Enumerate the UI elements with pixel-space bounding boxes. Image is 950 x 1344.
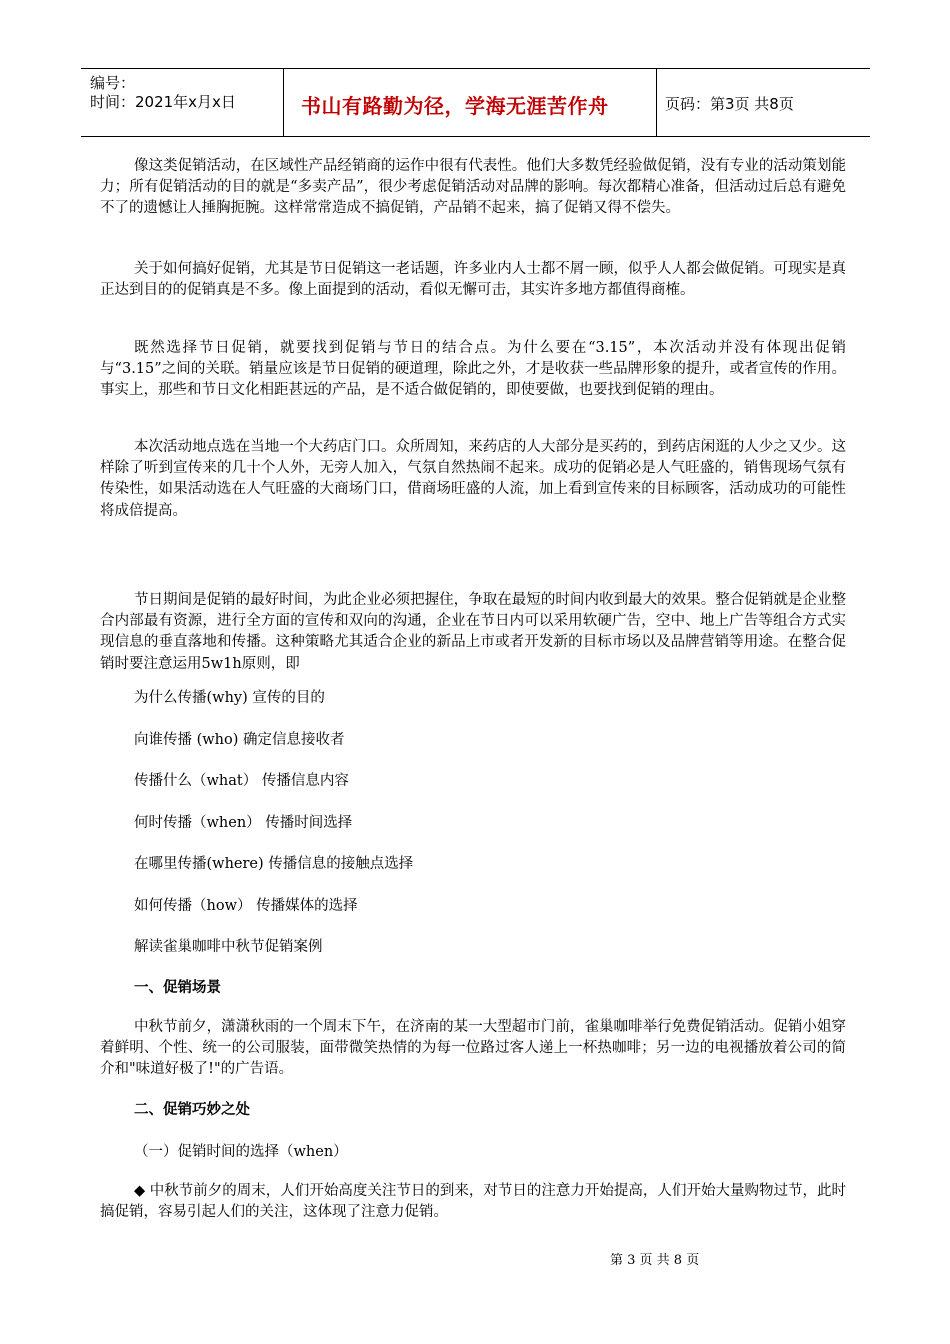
section-heading-2: 二、促销巧妙之处 — [134, 1102, 250, 1118]
document-number-label: 编号： — [90, 74, 136, 92]
principle-how: 如何传播（how） 传播媒体的选择 — [134, 898, 358, 914]
principle-when: 何时传播（when） 传播时间选择 — [134, 815, 353, 831]
page-footer: 第 3 页 共 8 页 — [610, 1253, 700, 1268]
document-time-label: 时间：2021年x月x日 — [90, 93, 236, 111]
principle-where: 在哪里传播(where) 传播信息的接触点选择 — [134, 856, 414, 872]
paragraph-3: 既然选择节日促销，就要找到促销与节日的结合点。为什么要在“3.15”，本次活动并没有体现出促销与“3.15”之间的关联。销量应该是节日促销的硬道理，除此之外，才是收获一些品牌形象的提升，或者宣传的作用。事实上，那些和节日文化相距甚远的产品，是不适合做促销的，即使要做，也要找到促销的理由。 — [100, 340, 846, 399]
section-heading-1: 一、促销场景 — [134, 980, 221, 996]
paragraph-6: 中秋节前夕，潇潇秋雨的一个周末下午，在济南的某一大型超市门前，雀巢咖啡举行免费促销活动。促销小姐穿着鲜明、个性、统一的公司服装，面带微笑热情的为每一位路过客人递上一杯热咖啡；另一边的电视播放着公司的简介和"味道好极了!"的广告语。 — [100, 1019, 846, 1078]
paragraph-1: 像这类促销活动，在区域性产品经销商的运作中很有代表性。他们大多数凭经验做促销，没有专业的活动策划能力；所有促销活动的目的就是“多卖产品”，很少考虑促销活动对品牌的影响。每次都精心准备，但活动过后总有避免不了的遗憾让人捶胸扼腕。这样常常造成不搞促销，产品销不起来，搞了促销又得不偿失。 — [100, 158, 846, 217]
header-motto-cell — [283, 69, 656, 136]
paragraph-7: ◆ 中秋节前夕的周末，人们开始高度关注节日的到来，对节日的注意力开始提高，人们开始大量购物过节，此时搞促销，容易引起人们的关注，这体现了注意力促销。 — [100, 1183, 846, 1221]
header-meta-cell — [81, 69, 284, 136]
case-title: 解读雀巢咖啡中秋节促销案例 — [134, 939, 323, 955]
principle-why: 为什么传播(why) 宣传的目的 — [134, 690, 325, 706]
principle-what: 传播什么（what） 传播信息内容 — [134, 773, 349, 789]
paragraph-4: 本次活动地点选在当地一个大药店门口。众所周知，来药店的人大部分是买药的，到药店闲逛的人少之又少。这样除了听到宣传来的几十个人外，无旁人加入，气氛自然热闹不起来。成功的促销必是人气旺盛的，销售现场气氛有传染性，如果活动选在人气旺盛的大商场门口，借商场旺盛的人流，加上看到宣传来的目标顾客，活动成功的可能性将成倍提高。 — [100, 439, 846, 519]
principle-who: 向谁传播 (who) 确定信息接收者 — [134, 732, 345, 748]
paragraph-5: 节日期间是促销的最好时间，为此企业必须把握住，争取在最短的时间内收到最大的效果。整合促销就是企业整合内部最有资源，进行全方面的宣传和双向的沟通，企业在节日内可以采用软硬广告，空中、地上广告等组合方式实现信息的垂直落地和传播。这种策略尤其适合企业的新品上市或者开发新的目标市场以及品牌营销等用途。在整合促销时要注意运用5w1h原则，即 — [100, 592, 846, 672]
paragraph-2: 关于如何搞好促销，尤其是节日促销这一老话题，许多业内人士都不屑一顾，似乎人人都会做促销。可现实是真正达到目的的促销真是不多。像上面提到的活动，看似无懈可击，其实许多地方都值得商榷。 — [100, 261, 846, 299]
subheading-when: （一）促销时间的选择（when） — [134, 1144, 348, 1160]
header-page-cell — [656, 69, 871, 136]
header-motto: 书山有路勤为径，学海无涯苦作舟 — [301, 94, 609, 118]
header-page-label: 页码：第3页 共8页 — [665, 95, 794, 113]
page-header — [81, 68, 870, 137]
